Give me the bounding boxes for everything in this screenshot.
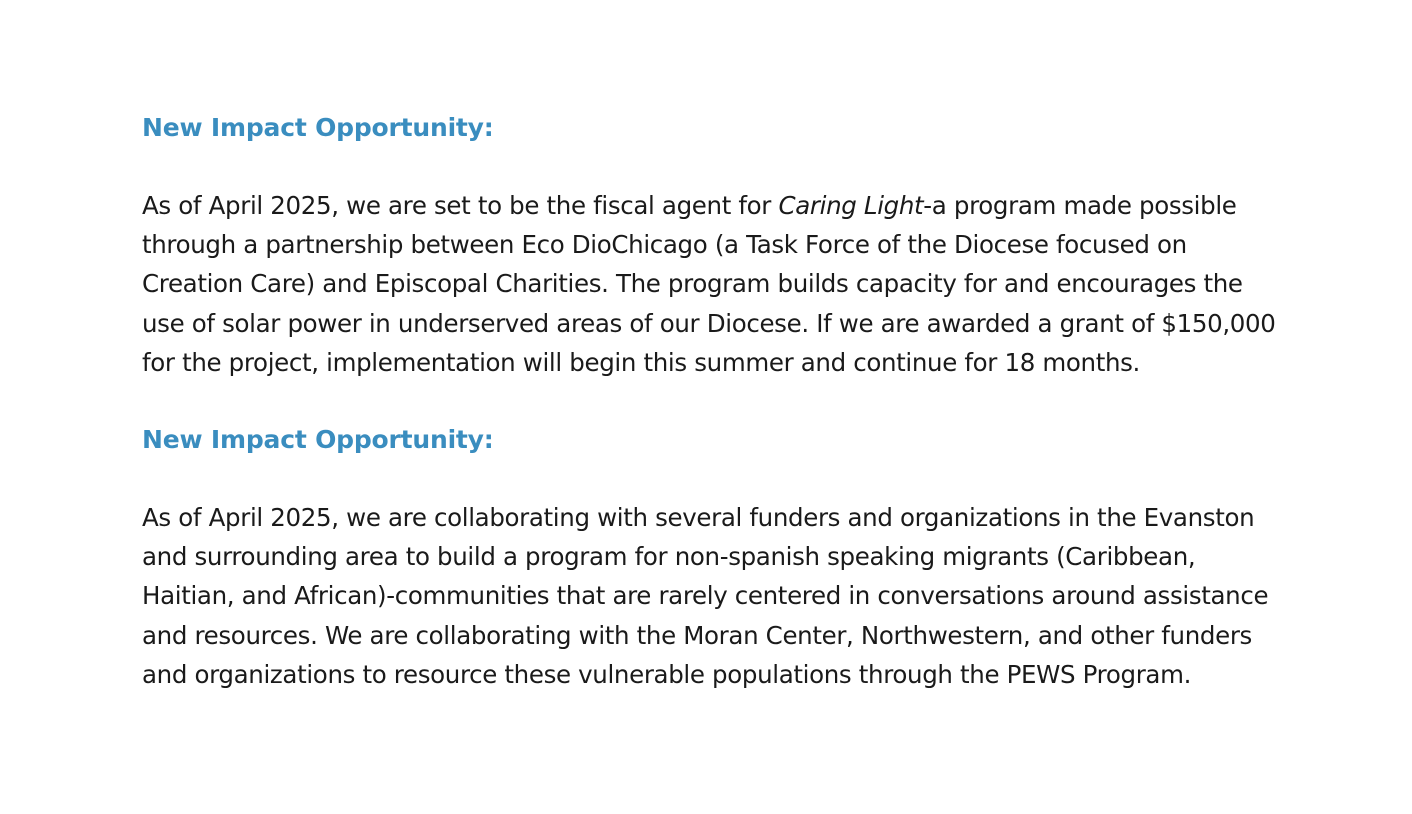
section-heading: New Impact Opportunity: bbox=[142, 113, 494, 142]
impact-section-caring-light bbox=[142, 108, 1282, 382]
paragraph-text-start: As of April 2025, we are set to be the fiscal agent for bbox=[142, 191, 779, 220]
document-content bbox=[142, 108, 1282, 694]
section-paragraph: As of April 2025, we are collaborating with several funders and organizations in the Evanston and surrounding area to build a program for non-spanish speaking migrants (Caribbean, Haitian, and African)-communities that are rarely centered in conversations around assistance and resources. We are collaborating with the Moran Center, Northwestern, and other funders and organizations to resource these vulnerable populations through the PEWS Program. bbox=[142, 503, 1269, 689]
paragraph-text-end: -a program made possible through a partnership between Eco DioChicago (a Task Force of the Diocese focused on Creation Care) and Episcopal Charities. The program builds capacity for and encourages the use of solar power in underserved areas of our Diocese. If we are awarded a grant of $150,000 for the project, implementation will begin this summer and continue for 18 months. bbox=[142, 191, 1276, 377]
impact-section-pews bbox=[142, 420, 1282, 694]
section-paragraph bbox=[142, 186, 1282, 382]
section-heading: New Impact Opportunity: bbox=[142, 425, 494, 455]
program-name-italic: Caring Light bbox=[778, 191, 924, 220]
